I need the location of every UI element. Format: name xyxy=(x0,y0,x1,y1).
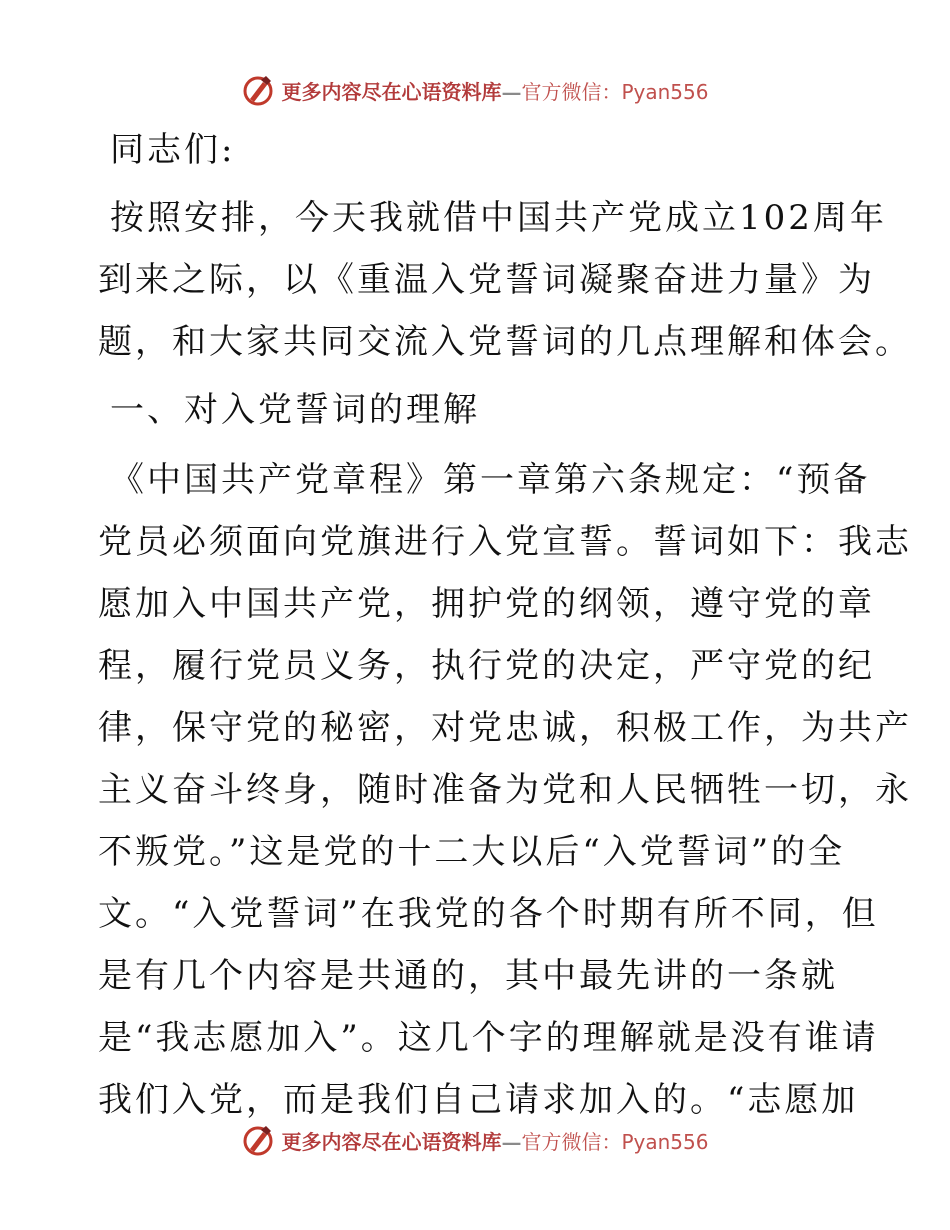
text-line: 律，保守党的秘密，对党忠诚，积极工作，为共产 xyxy=(98,708,912,748)
text-line: 主义奋斗终身，随时准备为党和人民牺牲一切，永 xyxy=(98,770,912,810)
pen-logo-icon xyxy=(241,1123,275,1157)
text-line: 不叛党。”这是党的十二大以后“入党誓词”的全 xyxy=(98,832,846,872)
watermark-site: 更多内容尽在心语资料库 xyxy=(281,79,502,104)
watermark-site: 更多内容尽在心语资料库 xyxy=(281,1129,502,1154)
document-body xyxy=(98,126,912,1146)
text-line: 我们入党，而是我们自己请求加入的。“志愿加 xyxy=(98,1080,859,1120)
watermark-text xyxy=(281,76,708,105)
text-line: 是“我志愿加入”。这几个字的理解就是没有谁请 xyxy=(98,1018,879,1058)
footer-watermark xyxy=(0,1120,950,1160)
watermark-text xyxy=(281,1126,708,1155)
intro-paragraph xyxy=(98,194,912,366)
text-line: 愿加入中国共产党，拥护党的纲领，遵守党的章 xyxy=(98,584,875,624)
body-paragraph xyxy=(98,456,912,1124)
watermark-separator: — xyxy=(501,1129,522,1154)
text-line: 《中国共产党章程》第一章第六条规定：“预备 xyxy=(110,460,871,500)
text-line: 到来之际，以《重温入党誓词凝聚奋进力量》为 xyxy=(98,260,875,300)
text-line: 党员必须面向党旗进行入党宣誓。誓词如下：我志 xyxy=(98,522,912,562)
watermark-wechat: 官方微信：Pyan556 xyxy=(521,1129,709,1154)
watermark-separator: — xyxy=(501,79,522,104)
text-line: 程，履行党员义务，执行党的决定，严守党的纪 xyxy=(98,646,875,686)
text-line: 按照安排，今天我就借中国共产党成立102周年 xyxy=(110,198,887,238)
watermark-wechat: 官方微信：Pyan556 xyxy=(521,79,709,104)
text-line: 题，和大家共同交流入党誓词的几点理解和体会。 xyxy=(98,322,912,362)
text-line: 文。“入党誓词”在我党的各个时期有所不同，但 xyxy=(98,894,879,934)
section-heading: 一、对入党誓词的理解 xyxy=(110,390,480,430)
header-watermark xyxy=(0,70,950,110)
pen-logo-icon xyxy=(241,73,275,107)
greeting: 同志们: xyxy=(110,130,236,170)
text-line: 是有几个内容是共通的，其中最先讲的一条就 xyxy=(98,956,838,996)
